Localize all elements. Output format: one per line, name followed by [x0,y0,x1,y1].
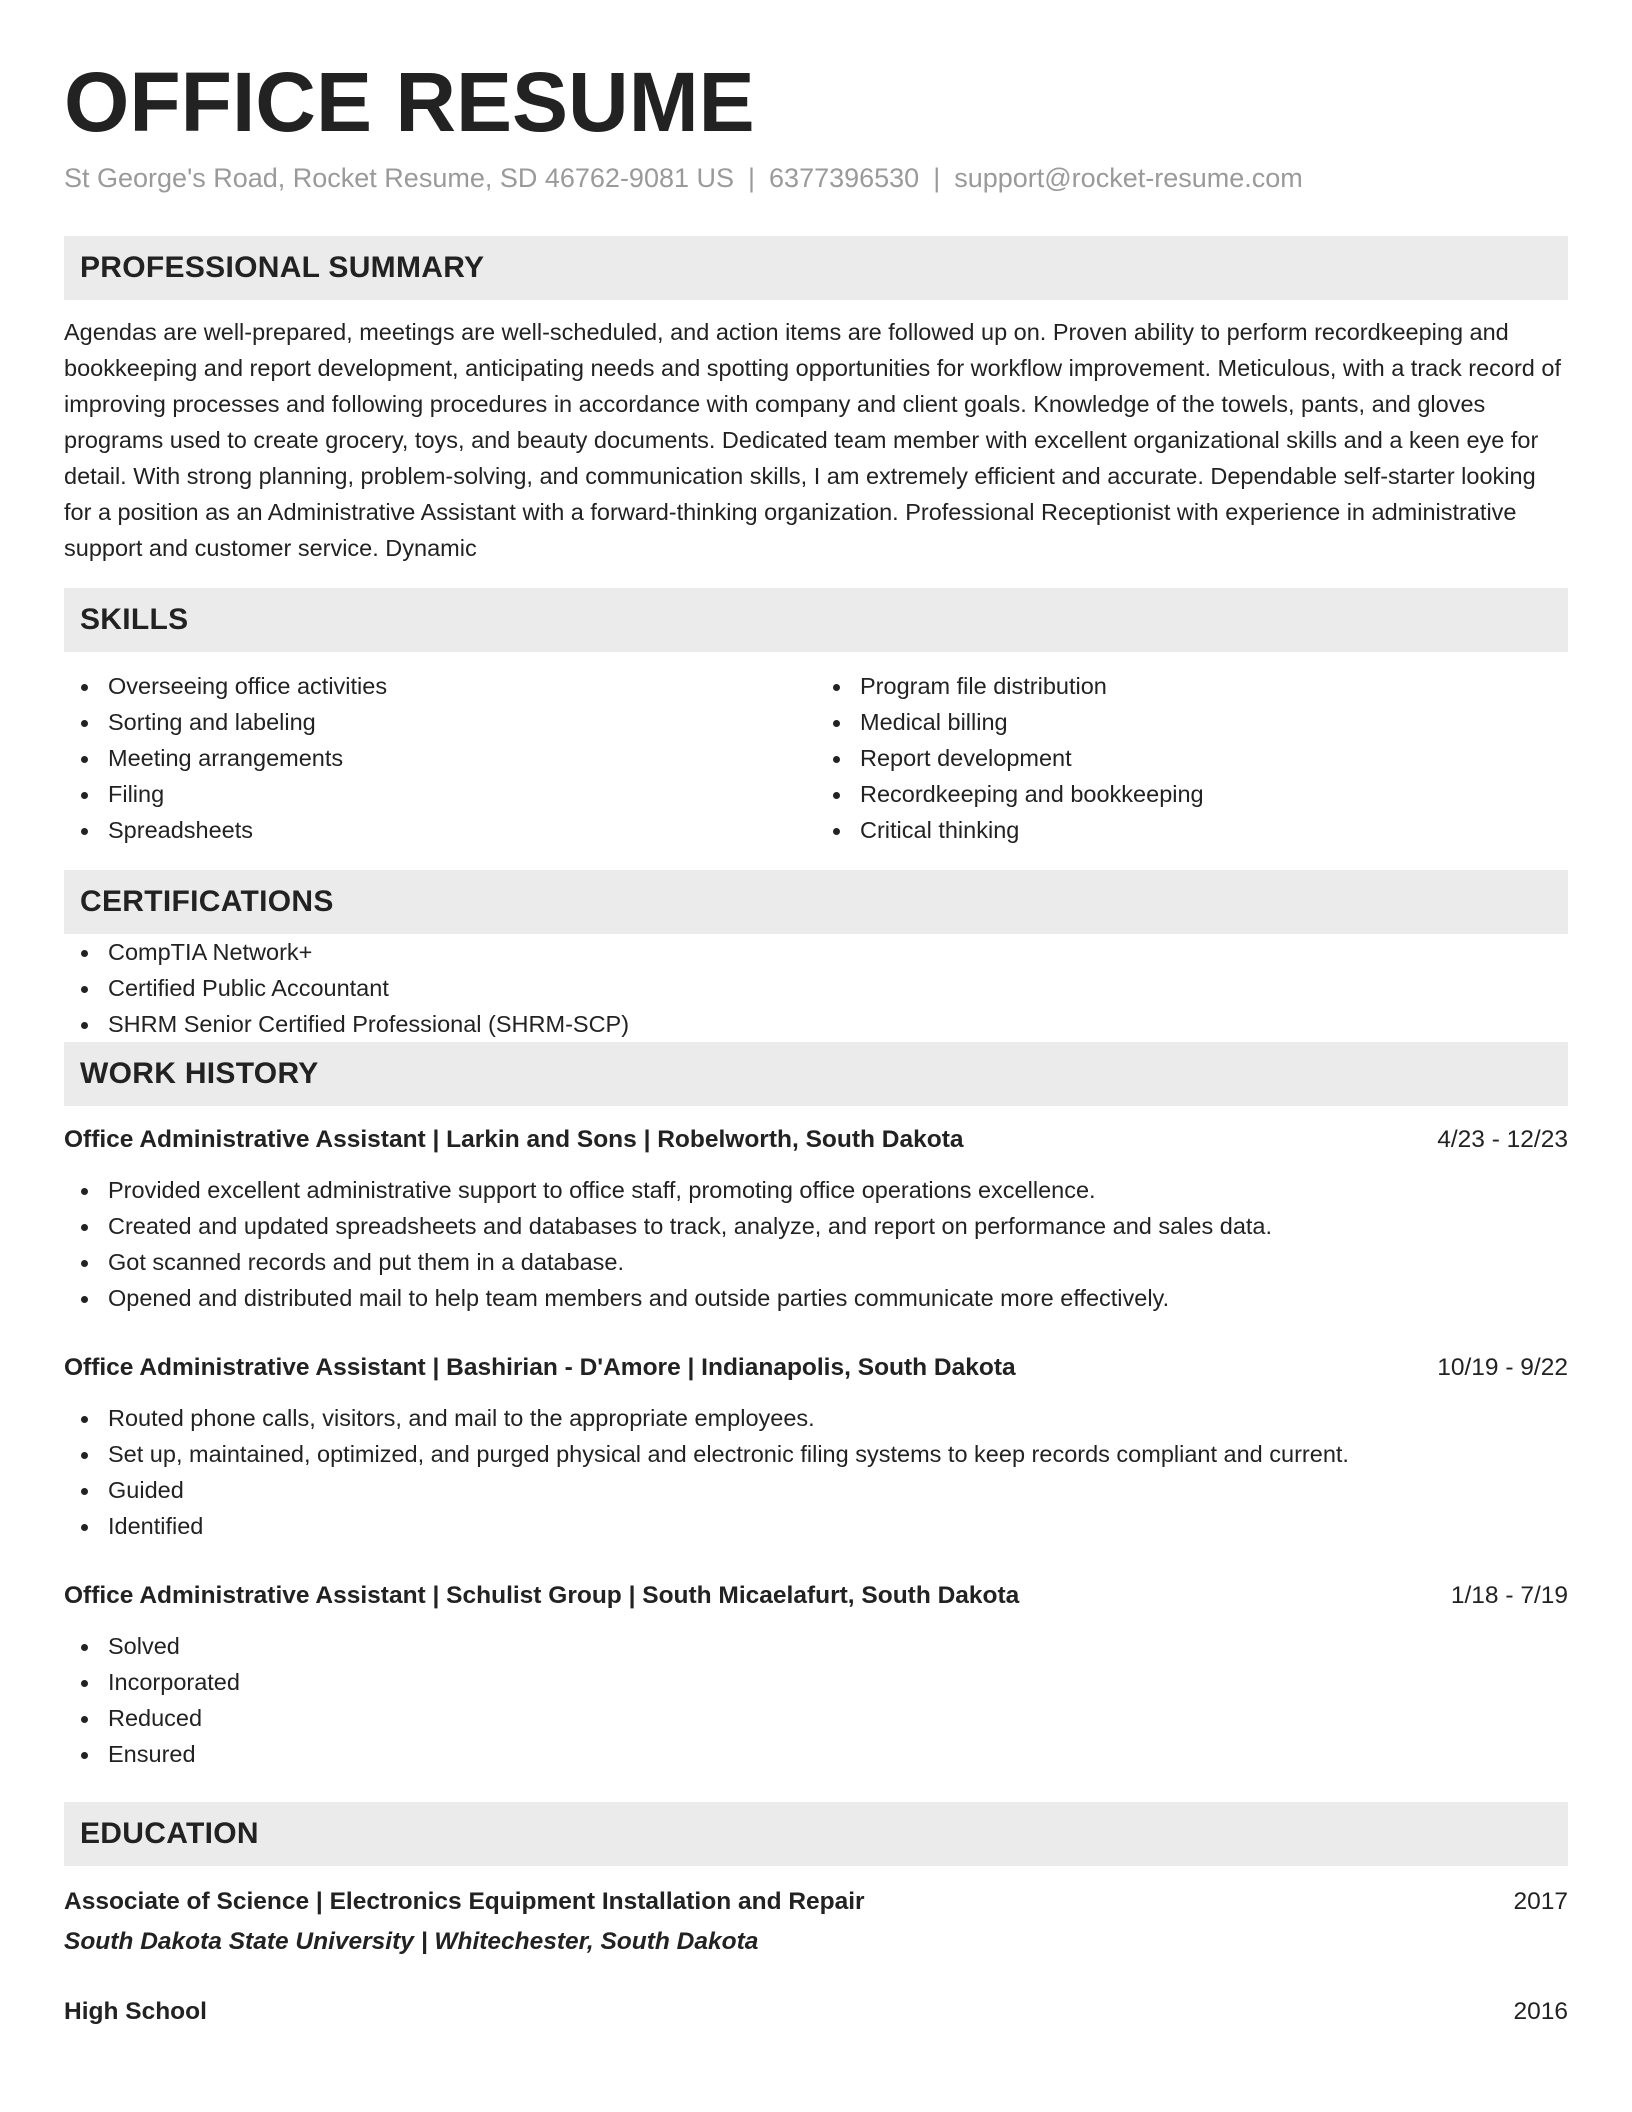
skill-item: Critical thinking [816,812,1568,848]
skill-item: Medical billing [816,704,1568,740]
resume-name: OFFICE RESUME [64,55,755,149]
job-bullet: Solved [64,1628,1568,1664]
job-bullets [64,1172,1568,1316]
skill-item: Program file distribution [816,668,1568,704]
section-title: WORK HISTORY [80,1056,319,1090]
skills-column-right [816,668,1568,848]
summary-text: Agendas are well-prepared, meetings are well-scheduled, and action items are followed up on. Proven ability to perform recordkeeping and bookkeeping and report development, anticipating needs and spotting opportunities for workflow improvement. Meticulous, with a track record of improving processes and following procedures in accordance with company and client goals. Knowledge of the towels, pants, and gloves programs used to create grocery, toys, and beauty documents. Dedicated team member with excellent organizational skills and a keen eye for detail. With strong planning, problem-solving, and communication skills, I am extremely efficient and accurate. Dependable self-starter looking for a position as an Administrative Assistant with a forward-thinking organization. Professional Receptionist with experience in administrative support and customer service. Dynamic [64,318,1561,561]
skill-item: Sorting and labeling [64,704,816,740]
job-header [64,1578,1568,1614]
education-year: 2016 [1513,1997,1568,2025]
section-header-summary [64,236,1568,300]
job-bullets [64,1400,1568,1544]
job-title: Office Administrative Assistant | Bashirian - D'Amore | Indianapolis, South Dakota [64,1353,1016,1381]
contact-phone: 6377396530 [769,162,920,193]
section-title: CERTIFICATIONS [80,884,334,918]
education-year: 2017 [1513,1887,1568,1915]
skill-item: Filing [64,776,816,812]
skills-list [64,668,1568,848]
education-entry [64,1994,1568,2030]
section-title: PROFESSIONAL SUMMARY [80,250,485,284]
contact-separator: | [748,162,756,193]
section-header-certifications [64,870,1568,934]
job-entry [64,1578,1568,1772]
section-header-education [64,1802,1568,1866]
job-dates: 1/18 - 7/19 [1450,1581,1568,1609]
job-bullet: Ensured [64,1736,1568,1772]
education-entry [64,1884,1568,1960]
certifications-list [64,934,1568,1042]
job-entry [64,1350,1568,1544]
skill-item: Recordkeeping and bookkeeping [816,776,1568,812]
skill-item: Meeting arrangements [64,740,816,776]
education-header [64,1994,1568,2030]
section-header-skills [64,588,1568,652]
education-degree: Associate of Science | Electronics Equipment Installation and Repair [64,1887,865,1915]
certification-item: Certified Public Accountant [64,970,1568,1006]
job-header [64,1122,1568,1158]
job-bullets [64,1628,1568,1772]
job-bullet: Incorporated [64,1664,1568,1700]
skill-item: Spreadsheets [64,812,816,848]
contact-address: St George's Road, Rocket Resume, SD 46762-9081 US [64,162,735,193]
section-header-work-history [64,1042,1568,1106]
job-bullet: Reduced [64,1700,1568,1736]
job-entry [64,1122,1568,1316]
job-bullet: Guided [64,1472,1568,1508]
job-title: Office Administrative Assistant | Larkin and Sons | Robelworth, South Dakota [64,1125,964,1153]
skills-column-left [64,668,816,848]
contact-line [64,161,1568,196]
job-bullet: Identified [64,1508,1568,1544]
job-bullet: Got scanned records and put them in a database. [64,1244,1568,1280]
section-title: EDUCATION [80,1816,259,1850]
job-bullet: Provided excellent administrative support to office staff, promoting office operations excellence. [64,1172,1568,1208]
skill-item: Overseeing office activities [64,668,816,704]
job-dates: 4/23 - 12/23 [1437,1125,1568,1153]
work-history-list [64,1122,1568,1772]
skill-item: Report development [816,740,1568,776]
certification-item: CompTIA Network+ [64,934,1568,970]
contact-separator: | [933,162,941,193]
job-bullet: Opened and distributed mail to help team members and outside parties communicate more effectively. [64,1280,1568,1316]
job-header [64,1350,1568,1386]
job-title: Office Administrative Assistant | Schulist Group | South Micaelafurt, South Dakota [64,1581,1020,1609]
job-dates: 10/19 - 9/22 [1437,1353,1568,1381]
job-bullet: Created and updated spreadsheets and databases to track, analyze, and report on performance and sales data. [64,1208,1568,1244]
job-bullet: Set up, maintained, optimized, and purged physical and electronic filing systems to keep records compliant and current. [64,1436,1568,1472]
job-bullet: Routed phone calls, visitors, and mail to the appropriate employees. [64,1400,1568,1436]
education-school: South Dakota State University | Whitechester, South Dakota [64,1927,759,1955]
education-list [64,1884,1568,2030]
certification-item: SHRM Senior Certified Professional (SHRM-SCP) [64,1006,1568,1042]
education-header [64,1884,1568,1920]
contact-email: support@rocket-resume.com [954,162,1303,193]
section-title: SKILLS [80,602,189,636]
education-degree: High School [64,1997,207,2025]
